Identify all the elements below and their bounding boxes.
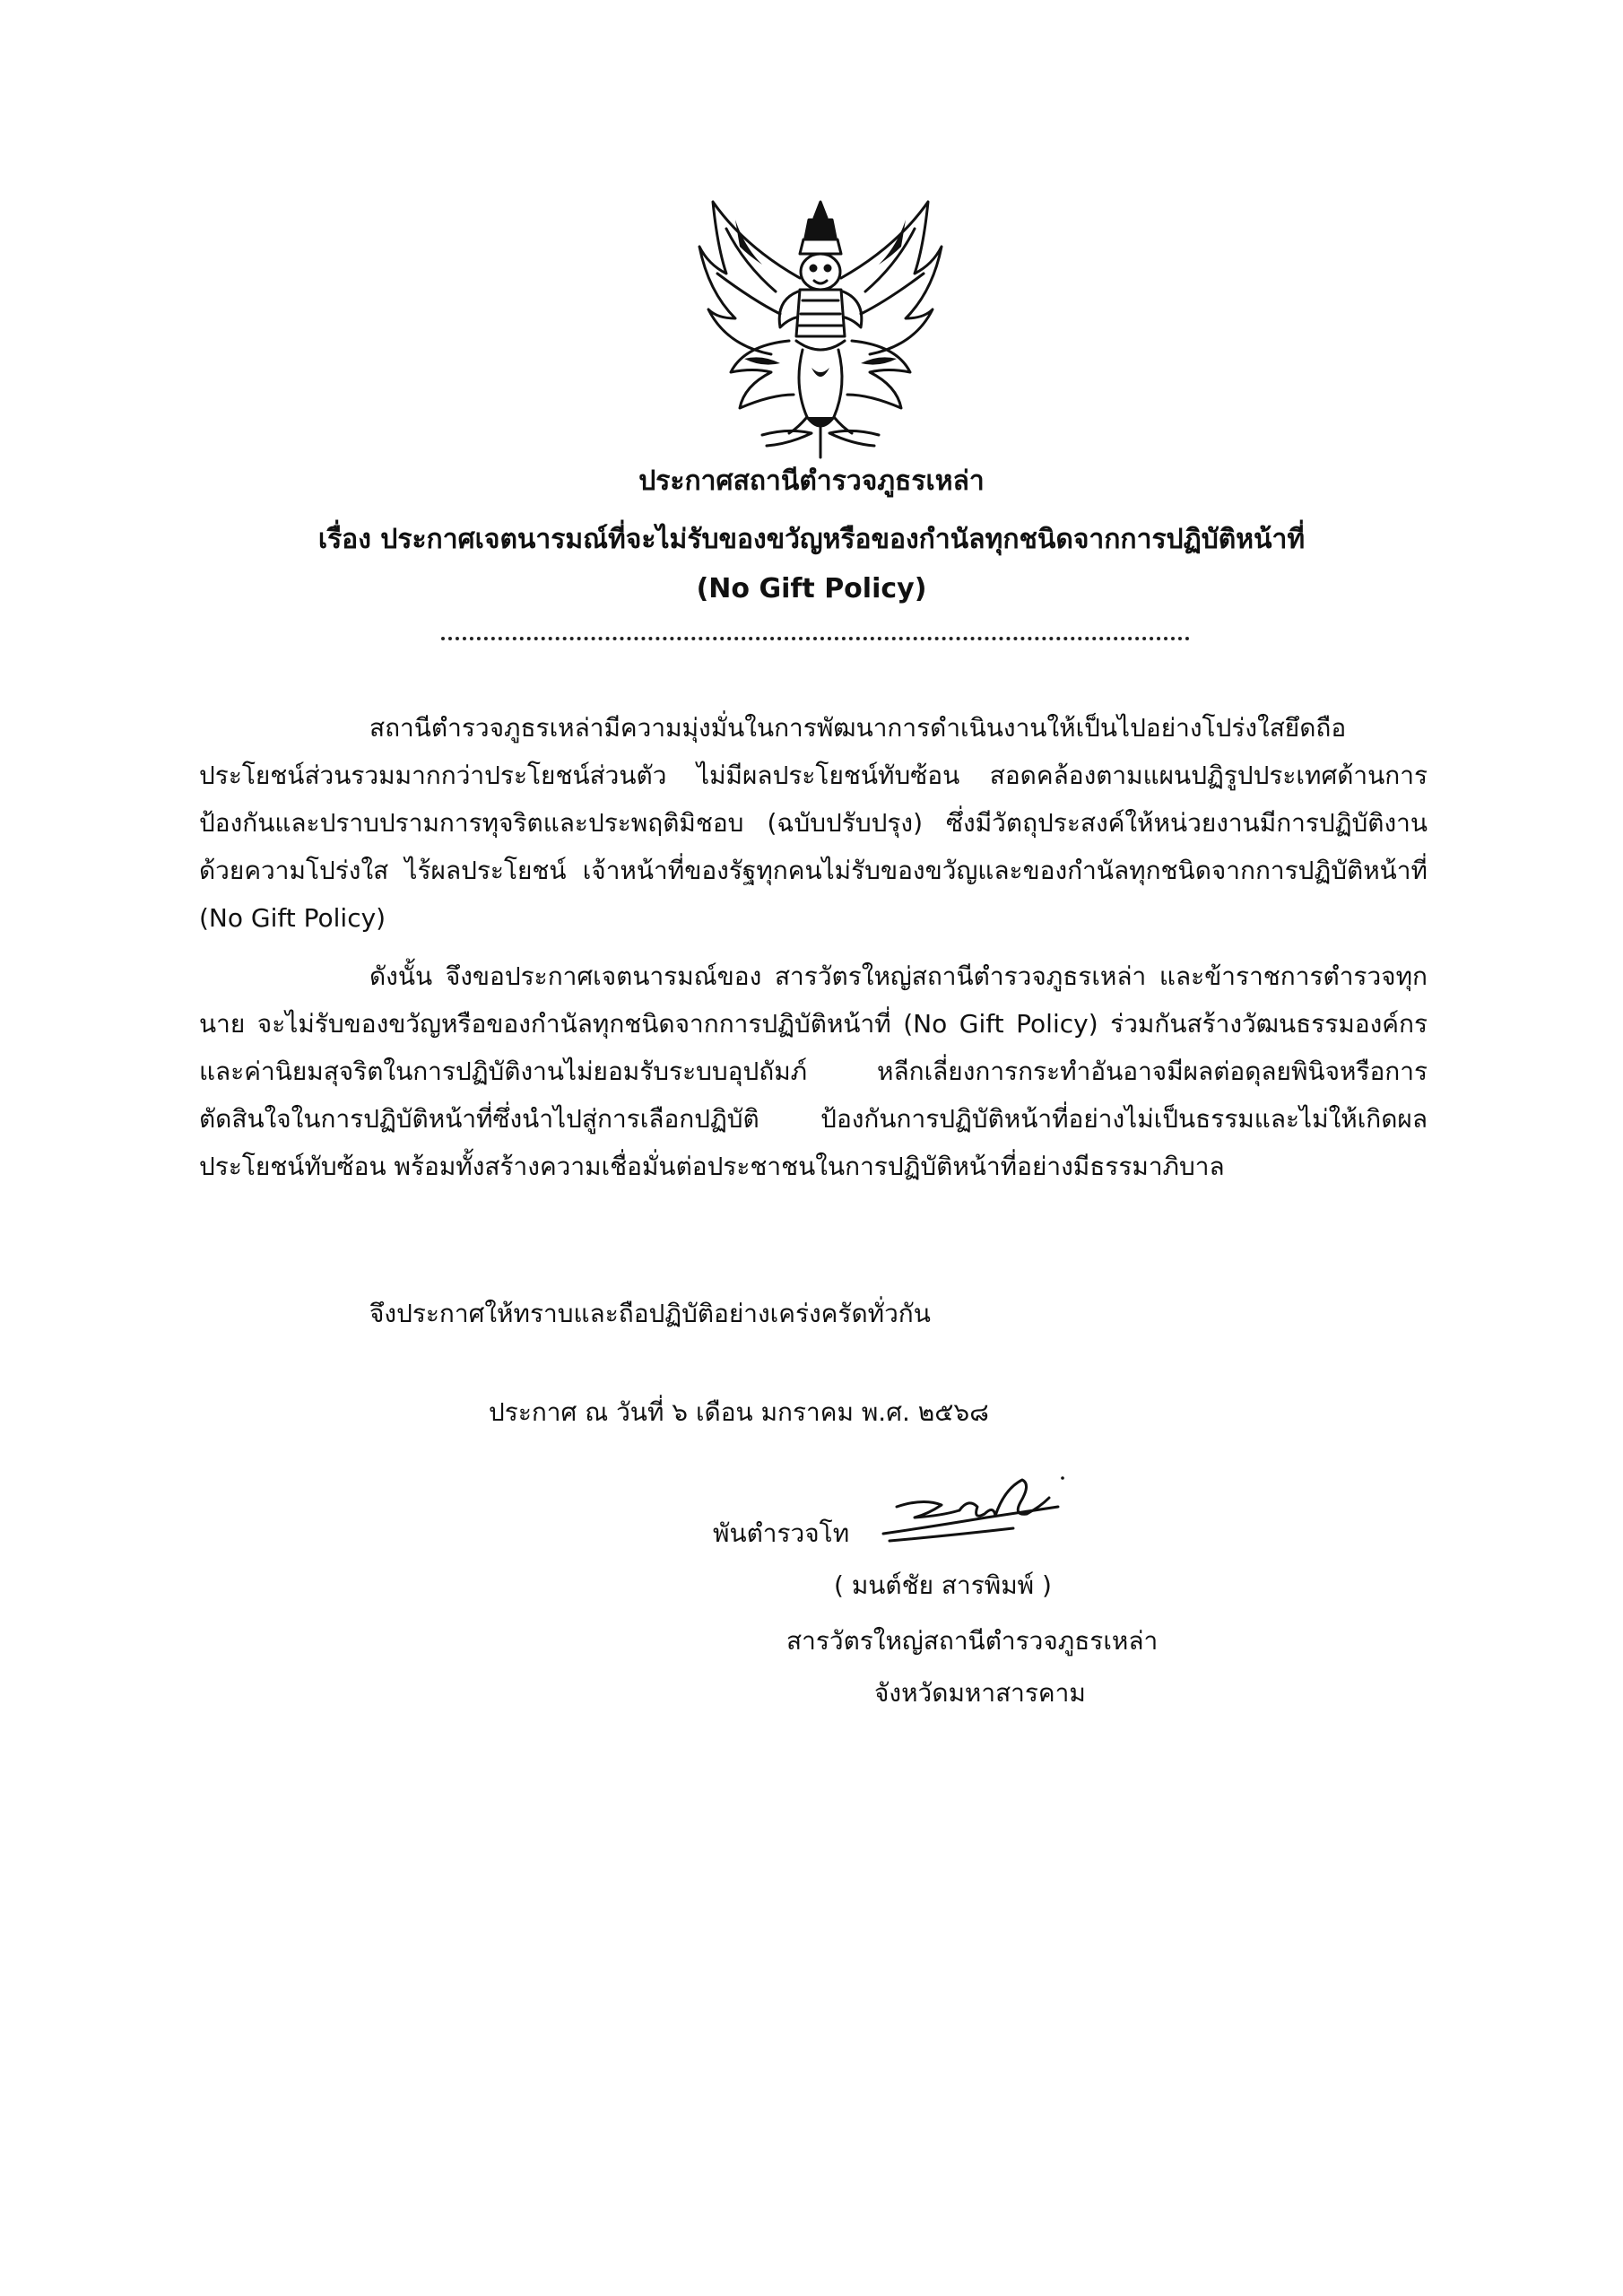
policy-name: (No Gift Policy) <box>696 573 927 604</box>
closing-statement: จึงประกาศให้ทราบและถือปฏิบัติอย่างเคร่งครัดทั่วกัน <box>369 1299 931 1328</box>
announcement-date: ประกาศ ณ วันที่ ๖ เดือน มกราคม พ.ศ. ๒๕๖๘ <box>489 1397 989 1427</box>
signatory-province: จังหวัดมหาสารคาม <box>874 1678 1086 1708</box>
handwritten-signature <box>879 1471 1067 1552</box>
signatory-name: ( มนต์ชัย สารพิมพ์ ) <box>834 1570 1052 1600</box>
announcement-subject: เรื่อง ประกาศเจตนารมณ์ที่จะไม่รับของขวัญหรือของกำนัลทุกชนิดจากการปฏิบัติหน้าที่ <box>317 524 1306 555</box>
garuda-emblem-icon <box>690 193 950 462</box>
dotted-divider <box>441 628 1190 640</box>
announcement-title: ประกาศสถานีตำรวจภูธรเหล่า <box>638 465 985 497</box>
paragraph-intent: สถานีตำรวจภูธรเหล่ามีความมุ่งมั่นในการพัฒนาการดำเนินงานให้เป็นไปอย่างโปร่งใสยึดถือประโยชน์ส่วนรวมมากกว่าประโยชน์ส่วนตัว ไม่มีผลประโยชน์ทับซ้อน สอดคล้องตามแผนปฏิรูปประเทศด้านการป้องกันและปราบปรามการทุจริตและประพฤติมิชอบ (ฉบับปรับปรุง) ซึ่งมีวัตถุประสงค์ให้หน่วยงานมีการปฏิบัติงานด้วยความโปร่งใส ไร้ผลประโยชน์ เจ้าหน้าที่ของรัฐทุกคนไม่รับของขวัญและของกำนัลทุกชนิดจากการปฏิบัติหน้าที่ (No Gift Policy) <box>199 713 1428 933</box>
signatory-position: สารวัตรใหญ่สถานีตำรวจภูธรเหล่า <box>786 1626 1159 1656</box>
signatory-rank: พันตำรวจโท <box>713 1518 850 1548</box>
paragraph-declaration: ดังนั้น จึงขอประกาศเจตนารมณ์ของ สารวัตรใหญ่สถานีตำรวจภูธรเหล่า และข้าราชการตำรวจทุกนาย จะไม่รับของขวัญหรือของกำนัลทุกชนิดจากการปฏิบัติหน้าที่ (No Gift Policy) ร่วมกันสร้างวัฒนธรรมองค์กร และค่านิยมสุจริตในการปฏิบัติงานไม่ยอมรับระบบอุปถัมภ์ หลีกเลี่ยงการกระทำอันอาจมีผลต่อดุลยพินิจหรือการตัดสินใจในการปฏิบัติหน้าที่ซึ่งนำไปสู่การเลือกปฏิบัติ ป้องกันการปฏิบัติหน้าที่อย่างไม่เป็นธรรมและไม่ให้เกิดผลประโยชน์ทับซ้อน พร้อมทั้งสร้างความเชื่อมั่นต่อประชาชนในการปฏิบัติหน้าที่อย่างมีธรรมาภิบาล <box>199 961 1428 1181</box>
